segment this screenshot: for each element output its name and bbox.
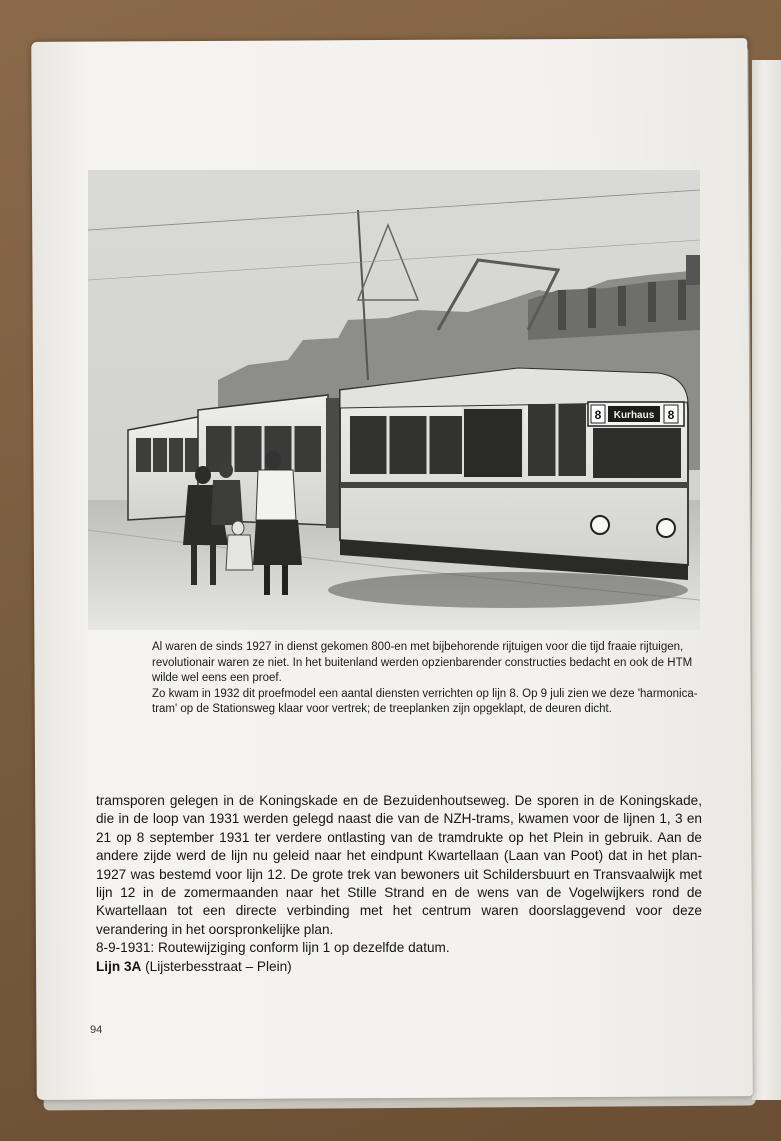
page-number: 94 <box>90 1024 103 1036</box>
destination-sign: Kurhaus <box>613 410 655 421</box>
line-route: (Lijsterbesstraat – Plein) <box>141 958 292 974</box>
body-paragraph: tramsporen gelegen in de Koningskade en de Bezuidenhoutseweg. De sporen in de Koningskade, die in de loop van 1931 werden gelegd naast die van de NZH-trams, kwamen voor de lijnen 1, 3 en 21 op 8 september 1931 ter verdere ontlasting van de tramdrukte op het Plein in gebruik. Aan de andere zijde werd de lijn nu geleid naar het eindpunt Kwartellaan (Laan van Poot) dat in het plan-1927 was bestemd voor lijn 12. De grote trek van bewoners uit Schildersbuurt en Transvaalwijk met lijn 12 in de zomermaanden naar het Stille Strand en de wens van de Vogelwijkers rond de Kwartellaan tot een directe verbinding met het centrum waren doorslaggevend voor deze verandering in het oorspronkelijke plan. <box>96 793 702 937</box>
body-text <box>96 792 702 976</box>
tram-photo <box>88 170 700 630</box>
line-label: Lijn 3A <box>96 958 142 974</box>
route-number-sign: 8 <box>594 408 602 422</box>
route-number-sign-right: 8 <box>667 408 675 422</box>
photo-caption <box>152 640 700 718</box>
book-page-edge <box>752 60 781 1100</box>
line-heading <box>96 958 702 976</box>
caption-paragraph-2: Zo kwam in 1932 dit proefmodel een aantal diensten verrichten op lijn 8. Op 9 juli zien we deze 'harmonica-tram' op de Stationsweg klaar voor vertrek; de treeplanken zijn opgeklapt, de deuren dicht. <box>152 687 698 715</box>
route-change-note: 8-9-1931: Routewijziging conform lijn 1 op dezelfde datum. <box>96 940 450 956</box>
caption-paragraph-1: Al waren de sinds 1927 in dienst gekomen 800-en met bijbehorende rijtuigen voor die tijd fraaie rijtuigen, revolutionair waren ze niet. In het buitenland werden opzienbarender constructies bedacht en ook de HTM wilde wel eens een proef. <box>152 641 693 684</box>
